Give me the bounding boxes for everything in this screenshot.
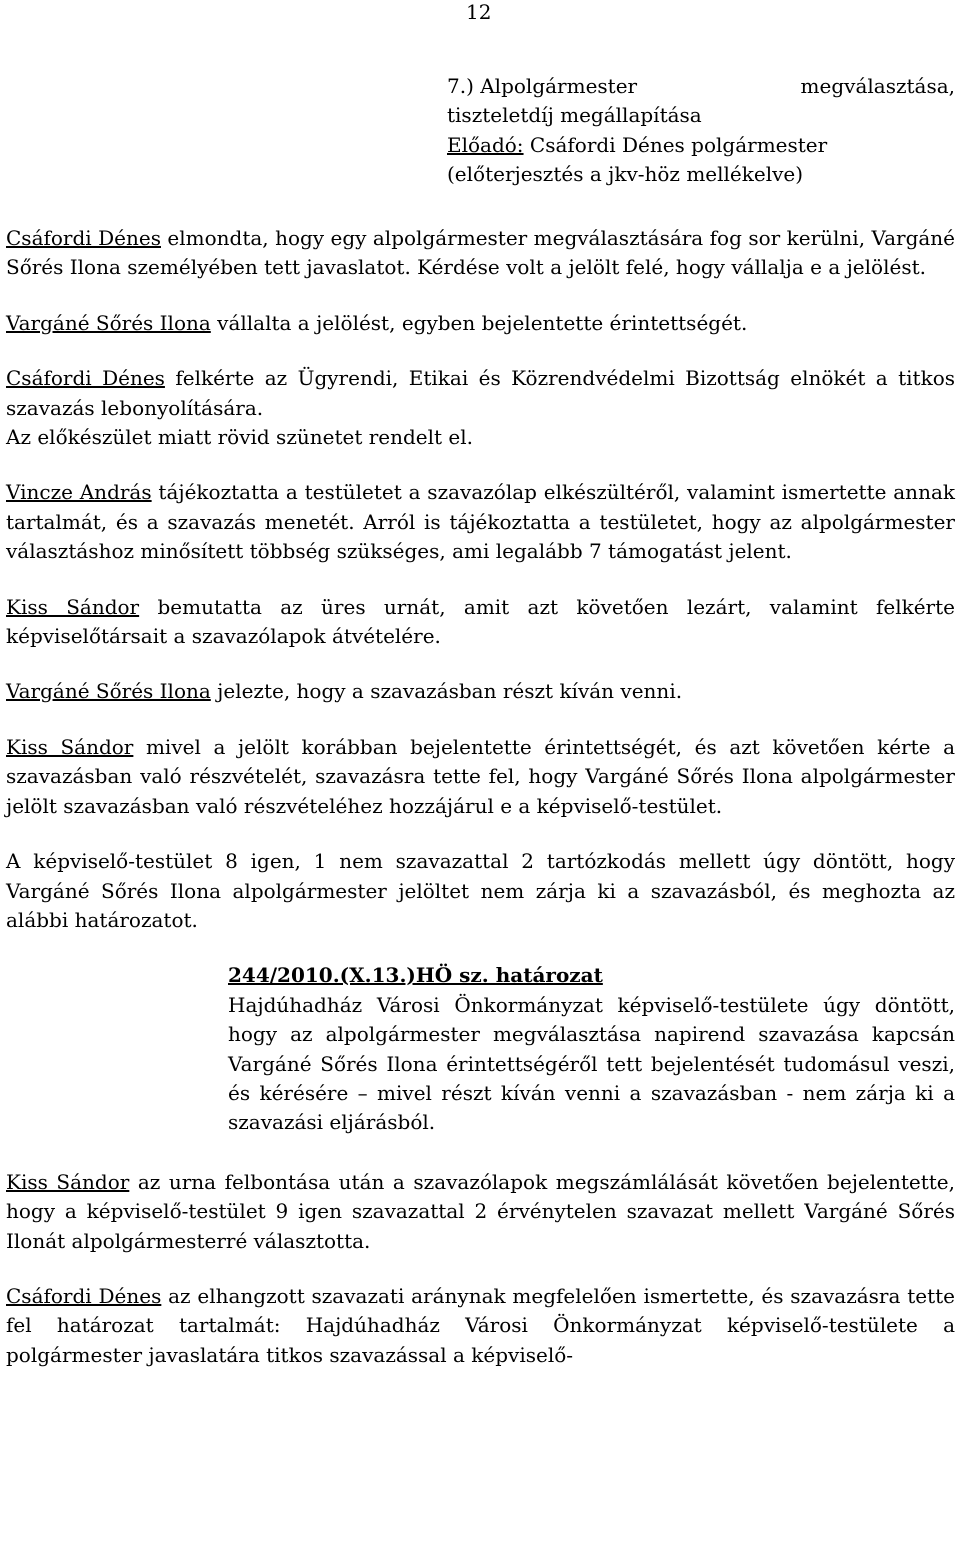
paragraph-2 [6, 309, 955, 338]
paragraph-text: felkérte az Ügyrendi, Etikai és Közrendvédelmi Bizottság elnökét a titkos szavazás lebonyolítására. [6, 366, 955, 420]
resolution-block [228, 961, 955, 1137]
paragraph-text: vállalta a jelölést, egyben bejelentette érintettségét. [210, 310, 748, 335]
paragraph-8: A képviselő-testület 8 igen, 1 nem szavazattal 2 tartózkodás mellett úgy döntött, hogy Vargáné Sőrés Ilona alpolgármester jelöltet nem zárja ki a szavazásból, és meghozta az alábbi határozatot. [6, 849, 955, 932]
paragraph-text: bemutatta az üres urnát, amit azt követően lezárt, valamint felkérte képviselőtársait a szavazólapok átvételére. [6, 594, 955, 649]
speaker-name: Vargáné Sőrés Ilona [6, 679, 211, 704]
presenter-name: Csáfordi Dénes polgármester [523, 132, 828, 157]
paragraph-5 [6, 593, 955, 652]
paragraph-text: mivel a jelölt korábban bejelentette érintettségét, és azt követően kérte a szavazásban való részvételét, szavazásra tette fel, hogy Vargáné Sőrés Ilona alpolgármester jelölt szavazásban való részvételéhez hozzájárul e a képviselő-testület. [6, 734, 955, 818]
paragraph-3b: Az előkészület miatt rövid szünetet rendelt el. [6, 425, 474, 450]
speaker-name: Vincze András [6, 480, 152, 505]
speaker-name: Kiss Sándor [6, 594, 140, 619]
paragraph-text: az elhangzott szavazati aránynak megfelelően ismertette, és szavazásra tette fel határozat tartalmát: Hajdúhadház Városi Önkormányzat képviselő-testülete a polgármester javaslatára titkos szavazással a képviselő- [6, 1283, 955, 1367]
resolution-title: 244/2010.(X.13.)HÖ sz. határozat [228, 963, 603, 988]
paragraph-1 [6, 224, 955, 283]
paragraph-10 [6, 1282, 955, 1370]
paragraph-6 [6, 677, 955, 706]
speaker-name: Kiss Sándor [6, 1169, 130, 1194]
speaker-name: Csáfordi Dénes [6, 366, 165, 391]
speaker-name: Csáfordi Dénes [6, 1283, 162, 1308]
attachment-note: (előterjesztés a jkv-höz mellékelve) [447, 161, 804, 186]
paragraph-3 [6, 364, 955, 423]
paragraph-7 [6, 733, 955, 821]
page-number: 12 [466, 0, 492, 24]
paragraph-text: jelezte, hogy a szavazásban részt kíván venni. [210, 679, 683, 704]
resolution-text: Hajdúhadház Városi Önkormányzat képviselő-testülete úgy döntött, hogy az alpolgármester megválasztása napirend szavazása kapcsán Vargáné Sőrés Ilona érintettségéről tett bejelentését tudomásul veszi, és kérésére – mivel részt kíván venni a szavazásban - nem zárja ki a szavazási eljárásból. [228, 992, 955, 1135]
agenda-item-heading [447, 72, 955, 189]
speaker-name: Vargáné Sőrés Ilona [6, 310, 211, 335]
agenda-item-title-line2: tiszteletdíj megállapítása [447, 103, 702, 128]
presenter-label: Előadó: [447, 132, 524, 157]
minutes-body [6, 224, 955, 1396]
paragraph-text: elmondta, hogy egy alpolgármester megválasztására fog sor kerülni, Vargáné Sőrés Ilona személyében tett javaslatot. Kérdése volt a jelölt felé, hogy vállalja e a jelölést. [6, 226, 956, 280]
agenda-item-title-start: 7.) Alpolgármester [447, 74, 638, 98]
agenda-item-title-end: megválasztása, [800, 74, 955, 98]
paragraph-4 [6, 478, 955, 566]
speaker-name: Csáfordi Dénes [6, 226, 161, 250]
paragraph-text: tájékoztatta a testületet a szavazólap elkészültéről, valamint ismertette annak tartalmát, és a szavazás menetét. Arról is tájékoztatta a testületet, hogy az alpolgármester választáshoz minősített többség szükséges, ami legalább 7 támogatást jelent. [6, 480, 955, 564]
paragraph-9 [6, 1168, 955, 1256]
paragraph-text: az urna felbontása után a szavazólapok megszámlálását követően bejelentette, hogy a képviselő-testület 9 igen szavazattal 2 érvénytelen szavazat mellett Vargáné Sőrés Ilonát alpolgármesterré választotta. [6, 1169, 955, 1253]
agenda-item-title-line [447, 72, 955, 101]
speaker-name: Kiss Sándor [6, 734, 134, 759]
presenter-line [447, 131, 955, 160]
